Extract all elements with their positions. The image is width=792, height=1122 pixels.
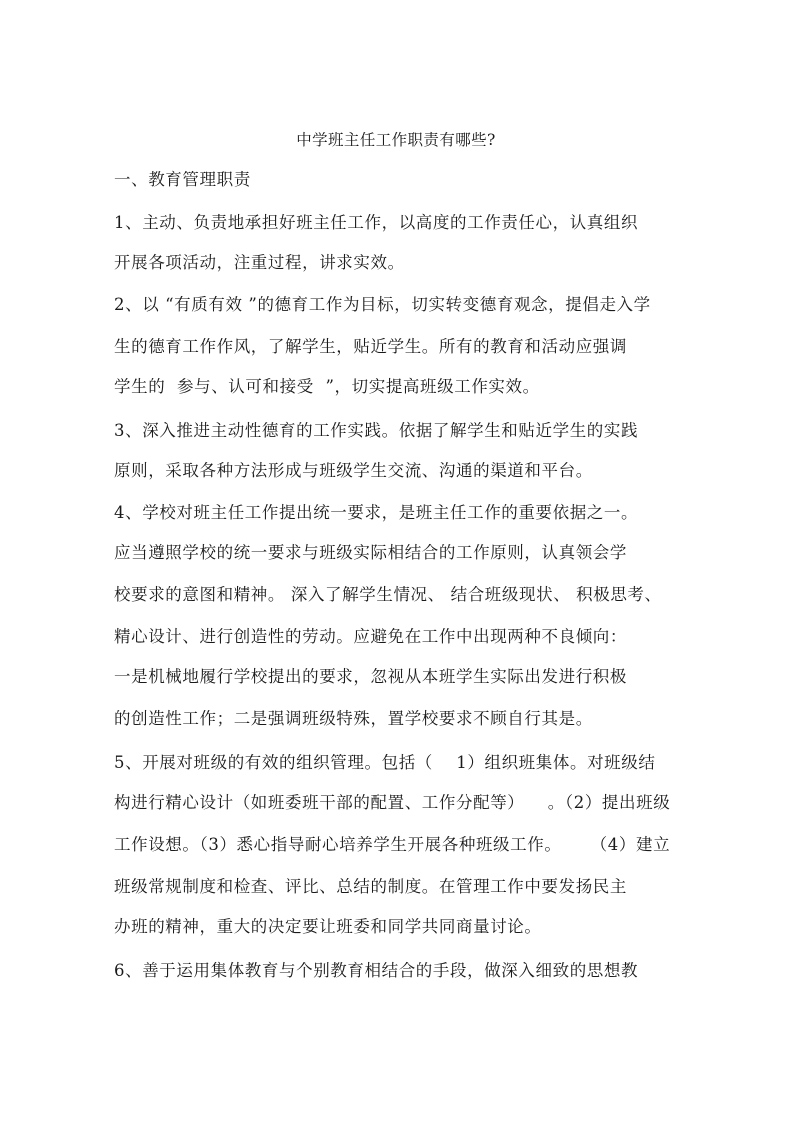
paragraph-line: 原则，采取各种方法形成与班级学生交流、沟通的渠道和平台。 bbox=[114, 461, 593, 480]
paragraph-line: 开展各项活动，注重过程，讲求实效。 bbox=[114, 253, 405, 272]
paragraph-line: 生的德育工作作风，了解学生，贴近学生。所有的教育和活动应强调 bbox=[114, 337, 627, 356]
paragraph-line: 构进行精心设计（如班委班干部的配置、工作分配等） 。（2）提出班级 bbox=[114, 793, 671, 812]
paragraph-line: 学生的 参与、认可和接受 ”，切实提高班级工作实效。 bbox=[114, 377, 540, 396]
section-heading: 一、教育管理职责 bbox=[114, 170, 251, 189]
paragraph-line: 班级常规制度和检查、评比、总结的制度。在管理工作中要发扬民主 bbox=[114, 877, 627, 896]
paragraph-line: 一是机械地履行学校提出的要求，忽视从本班学生实际出发进行积极 bbox=[114, 667, 627, 686]
paragraph-line: 1、主动、负责地承担好班主任工作，以高度的工作责任心，认真组织 bbox=[114, 213, 639, 232]
document-title: 中学班主任工作职责有哪些? bbox=[296, 131, 496, 149]
paragraph-line: 的创造性工作；二是强调班级特殊，置学校要求不顾自行其是。 bbox=[114, 709, 593, 728]
paragraph-line: 校要求的意图和精神。 深入了解学生情况、 结合班级现状、 积极思考、 bbox=[114, 585, 662, 604]
paragraph-line: 5、开展对班级的有效的组织管理。包括（ 1）组织班集体。对班级结 bbox=[114, 753, 656, 772]
paragraph-line: 精心设计、进行创造性的劳动。应避免在工作中出现两种不良倾向： bbox=[114, 627, 627, 646]
paragraph-line: 2、以 “有质有效 ”的德育工作为目标，切实转变德育观念，提倡走入学 bbox=[114, 295, 651, 314]
paragraph-line: 4、学校对班主任工作提出统一要求，是班主任工作的重要依据之一。 bbox=[114, 503, 639, 522]
paragraph-line: 3、深入推进主动性德育的工作实践。依据了解学生和贴近学生的实践 bbox=[114, 421, 639, 440]
paragraph-line: 6、善于运用集体教育与个别教育相结合的手段，做深入细致的思想教 bbox=[114, 961, 639, 980]
paragraph-line: 工作设想。（3）悉心指导耐心培养学生开展各种班级工作。 （4）建立 bbox=[114, 835, 671, 854]
paragraph-line: 应当遵照学校的统一要求与班级实际相结合的工作原则，认真领会学 bbox=[114, 543, 627, 562]
paragraph-line: 办班的精神，重大的决定要让班委和同学共同商量讨论。 bbox=[114, 917, 542, 936]
